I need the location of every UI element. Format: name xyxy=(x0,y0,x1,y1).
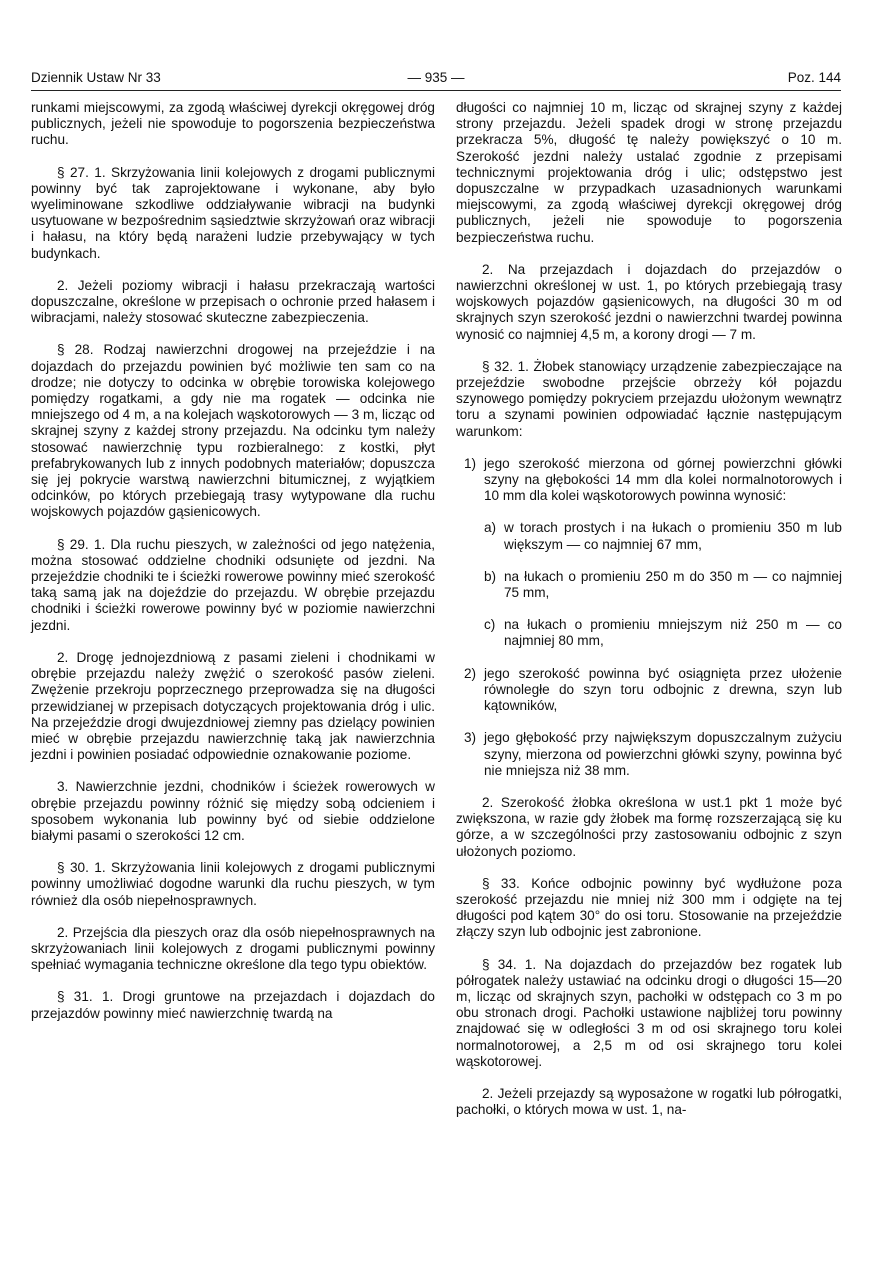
paragraph: 2. Drogę jednojezdniową z pasami zieleni i chodnikami w obrębie przejazdu należy zwężić o szerokość pasów zieleni. Zwężenie przekroju poprzecznego przeprowadza się na długości przewidzianej w przepisach dotyczących projektowania dróg i ulic. Na przejeździe drogi dwujezdniowej ziemny pas dzielący powinien mieć w obrębie przejazdu nawierzchnię taką jak nawierzchnia jezdni i powinien posiadać odpowiednie oznakowanie poziome. xyxy=(31,649,435,763)
sub-list-item xyxy=(456,569,842,601)
paragraph: § 28. Rodzaj nawierzchni drogowej na przejeździe i na dojazdach do przejazdu powinien być możliwie ten sam co na drodze; nie dotyczy to odcinka w obrębie torowiska kolejowego pomiędzy rogatkami, a gdy nie ma rogatek — odcinka nie mniejszego od 4 m, a na kolejach wąskotorowych — 3 m, licząc od skrajnej szyny z każdej strony przejazdu. Na odcinku tym należy stosować nawierzchnię typu rozbieralnego: z kostki, płyt prefabrykowanych lub z innych podobnych materiałów; dopuszcza się jej pokrycie warstwą nawierzchni bitumicznej, z wyjątkiem odcinków, po których przebiegają trasy wytypowane dla ruchu wojskowych pojazdów gąsienicowych. xyxy=(31,342,435,520)
paragraph: 2. Na przejazdach i dojazdach do przejazdów o nawierzchni określonej w ust. 1, po których przebiegają trasy wojskowych pojazdów gąsienicowych, na długości 30 m od skrajnych szyn szerokość jezdni o nawierzchni twardej powinna wynosić co najmniej 4,5 m, a korony drogi — 7 m. xyxy=(456,261,842,342)
paragraph: runkami miejscowymi, za zgodą właściwej dyrekcji okręgowej dróg publicznych, jeżeli nie spowoduje to pogorszenia bezpieczeństwa ruchu. xyxy=(31,100,435,148)
list-item-number: 2) xyxy=(464,665,477,681)
list-item-text: jego głębokość przy największym dopuszczalnym zużyciu szyny, mierzona od powierzchni główki szyny, powinna być nie mniejsza niż 38 mm. xyxy=(484,730,842,778)
journal-title: Dziennik Ustaw Nr 33 xyxy=(31,70,161,85)
list-item-number: 1) xyxy=(464,455,477,471)
paragraph: § 29. 1. Dla ruchu pieszych, w zależności od jego natężenia, można stosować oddzielne chodniki odsunięte od jezdni. Na przejeździe chodniki te i ścieżki rowerowe powinny mieć szerokość taką samą jak na dojeździe do przejazdu. W obrębie przejazdu chodniki i ścieżki rowerowe powinny być w poziomie nawierzchni jezdni. xyxy=(31,536,435,633)
sub-list-item-text: na łukach o promieniu 250 m do 350 m — co najmniej 75 mm, xyxy=(504,568,842,601)
paragraph: długości co najmniej 10 m, licząc od skrajnej szyny z każdej strony przejazdu. Jeżeli spadek drogi w stronę przejazdu przekracza 5%, długość tę należy powiększyć o 10 m. Szerokość jezdni należy ustalać zgodnie z przepisami technicznymi projektowania dróg i ulic; odstępstwo jest dopuszczalne w przypadkach uzasadnionych warunkami miejscowymi, za zgodą właściwej dyrekcji okręgowej dróg publicznych, jeżeli nie spowoduje to pogorszenia bezpieczeństwa ruchu. xyxy=(456,100,842,245)
page-number: — 935 — xyxy=(407,70,465,85)
paragraph: 3. Nawierzchnie jezdni, chodników i ścieżek rowerowych w obrębie przejazdu powinny różnić się między sobą odcieniem i sposobem wykonania lub powinny być od siebie oddzielone białymi pasami o szerokości 12 cm. xyxy=(31,779,435,843)
paragraph: 2. Jeżeli poziomy wibracji i hałasu przekraczają wartości dopuszczalne, określone w przepisach o ochronie przed hałasem i wibracjami, należy stosować skuteczne zabezpieczenia. xyxy=(31,277,435,326)
sub-list-item-text: na łukach o promieniu mniejszym niż 250 m — co najmniej 80 mm, xyxy=(504,617,842,649)
paragraph: 2. Jeżeli przejazdy są wyposażone w rogatki lub półrogatki, pachołki, o których mowa w ust. 1, na- xyxy=(456,1085,842,1118)
list-item-text: jego szerokość powinna być osiągnięta przez ułożenie równoległe do szyn toru odbojnic z drewna, szyn lub kątowników, xyxy=(484,665,842,714)
sub-list-item-letter: c) xyxy=(484,617,496,633)
paragraph: § 33. Końce odbojnic powinny być wydłużone poza szerokość przejazdu nie mniej niż 300 mm i odgięte na tej długości pod kątem 30° do osi toru. Stosowanie na przejeździe złączy szyn lub odbojnic jest zabronione. xyxy=(456,875,842,940)
sub-list-item-letter: b) xyxy=(484,568,497,584)
paragraph: 2. Przejścia dla pieszych oraz dla osób niepełnosprawnych na skrzyżowaniach linii kolejowych z drogami publicznymi powinny spełniać wymagania techniczne określone dla tego typu obiektów. xyxy=(31,924,435,973)
sub-list-item-text: w torach prostych i na łukach o promieniu 350 m lub większym — co najmniej 67 mm, xyxy=(504,520,842,552)
paragraph: § 34. 1. Na dojazdach do przejazdów bez rogatek lub półrogatek należy ustawiać na odcinku drogi o długości 15—20 m, licząc od skrajnych szyn, pachołki w odstępach co 3 m po obu stronach drogi. Pachołki ustawione najbliżej toru powinny znajdować się w odległości 3 m od osi skrajnego toru kolei normalnotorowej, a 2,5 m od osi skrajnego toru kolei wąskotorowej. xyxy=(456,956,842,1069)
sub-list-item xyxy=(456,520,842,552)
paragraph: § 27. 1. Skrzyżowania linii kolejowych z drogami publicznymi powinny być tak zaprojektowane i wykonane, aby było wyeliminowane szkodliwe oddziaływanie wibracji na budynki usytuowane w bezpośrednim sąsiedztwie skrzyżowań oraz wibracji i hałasu, na który będą narażeni ludzie przebywający w tych budynkach. xyxy=(31,164,435,261)
list-item xyxy=(456,730,842,779)
paragraph: 2. Szerokość żłobka określona w ust.1 pkt 1 może być zwiększona, w razie gdy żłobek ma formę rozszerzającą się ku górze, a w szczególności przy zastosowaniu odbojnic z szyn ułożonych poziomo. xyxy=(456,794,842,859)
page-header xyxy=(31,70,841,90)
sub-list-item-letter: a) xyxy=(484,520,497,536)
sub-list-item xyxy=(456,617,842,649)
list-item xyxy=(456,666,842,715)
left-column xyxy=(31,100,435,1038)
list-item-text: jego szerokość mierzona od górnej powierzchni główki szyny na głębokości 14 mm dla kolei normalnotorowych i 10 mm dla kolei wąskotorowych powinna wynosić: xyxy=(484,455,842,504)
right-column xyxy=(456,100,842,1134)
position-number: Poz. 144 xyxy=(787,70,841,85)
paragraph: § 30. 1. Skrzyżowania linii kolejowych z drogami publicznymi powinny umożliwiać dogodne warunki dla ruchu pieszych, w tym również dla osób niepełnosprawnych. xyxy=(31,860,435,908)
list-item xyxy=(456,456,842,505)
paragraph: § 31. 1. Drogi gruntowe na przejazdach i dojazdach do przejazdów powinny mieć nawierzchnię twardą na xyxy=(31,989,435,1021)
list-item-number: 3) xyxy=(464,730,477,746)
header-rule xyxy=(31,90,841,91)
paragraph: § 32. 1. Żłobek stanowiący urządzenie zabezpieczające na przejeździe swobodne przejście obrzeży kół pojazdu szynowego pomiędzy pokryciem przejazdu ułożonym wewnątrz toru a szynami powinien odpowiadać łącznie następującym warunkom: xyxy=(456,358,842,439)
